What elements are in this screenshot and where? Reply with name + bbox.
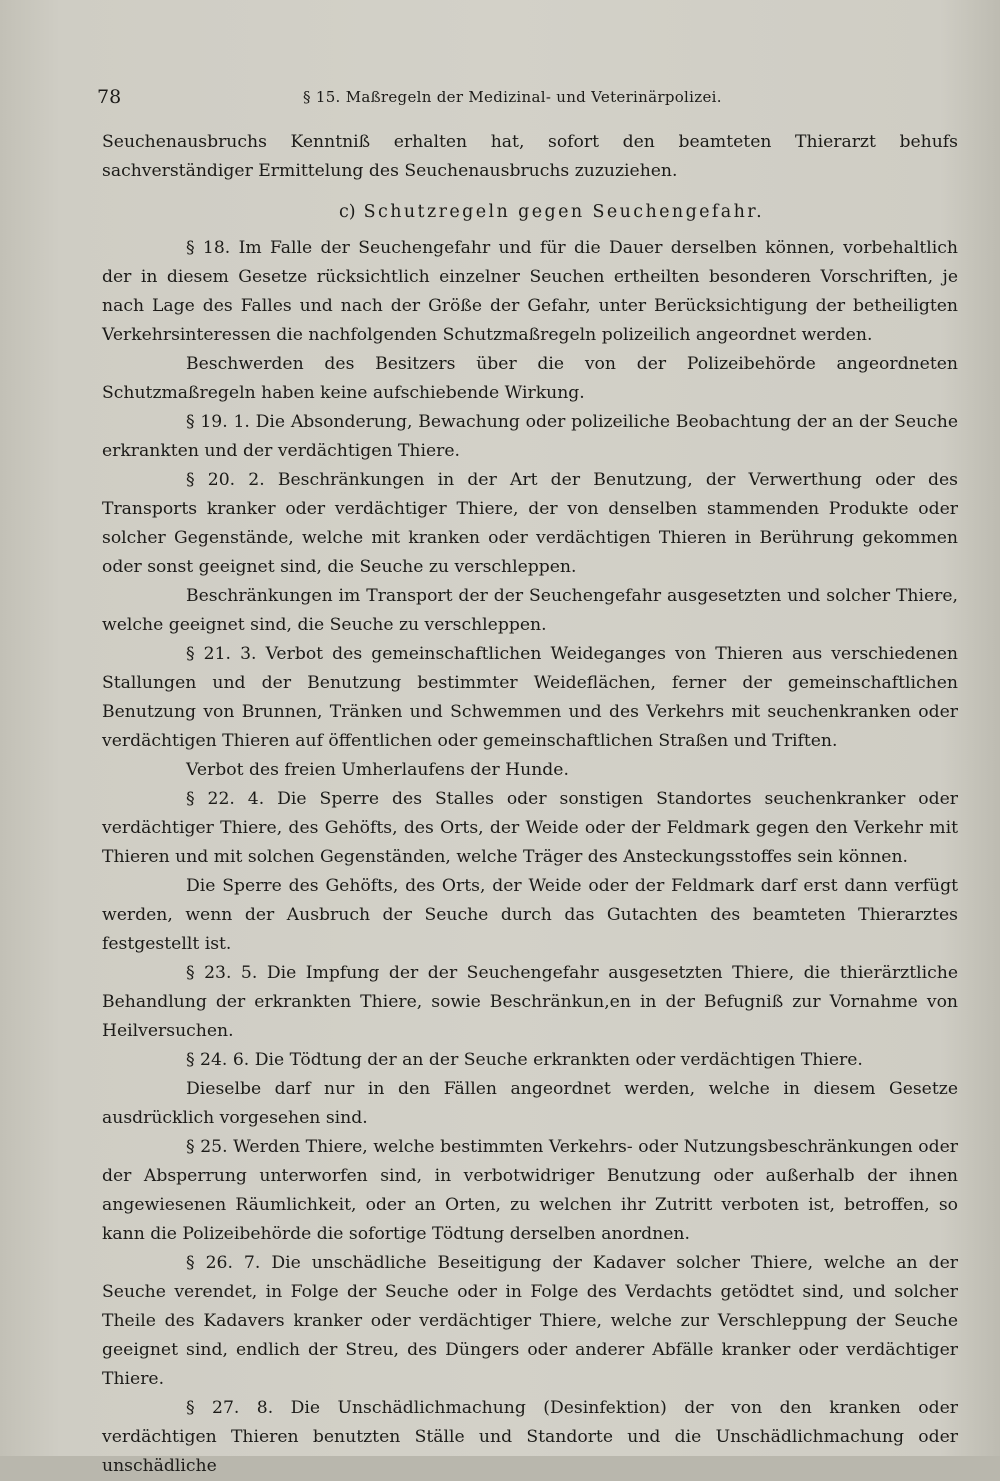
paragraph-section-27: § 27. 8. Die Unschädlichmachung (Desinfektion) der von den kranken oder verdächtigen Thieren benutzten Ställe und Standorte und die Unschädlichmachung oder unschädliche — [102, 1398, 958, 1476]
paragraph-section-19: § 19. 1. Die Absonderung, Bewachung oder polizeiliche Beobachtung der an der Seuche erkrankten und der verdächtigen Thiere. — [102, 412, 958, 461]
page-header — [97, 86, 947, 112]
paragraph-section-18: § 18. Im Falle der Seuchengefahr und für die Dauer derselben können, vorbehaltlich der in diesem Gesetze rücksichtlich einzelner Seuchen ertheilten besonderen Vorschriften, je nach Lage des Falles und nach der Größe der Gefahr, unter Berücksichtigung der betheiligten Verkehrsinteressen die nachfolgenden Schutzmaßregeln polizeilich angeordnet werden. — [102, 238, 958, 345]
paragraph-section-24-cases: Dieselbe darf nur in den Fällen angeordnet werden, welche in diesem Gesetze ausdrücklich vorgesehen sind. — [102, 1079, 958, 1128]
paragraph-section-25: § 25. Werden Thiere, welche bestimmten Verkehrs- oder Nutzungsbeschränkungen oder der Absperrung unterworfen sind, in verbotwidriger Benutzung oder außerhalb der ihnen angewiesenen Räumlichkeit, oder an Orten, zu welchen ihr Zutritt verboten ist, betroffen, so kann die Polizeibehörde die sofortige Tödtung derselben anordnen. — [102, 1137, 958, 1244]
section-heading-text: Schutzregeln gegen Seuchengefahr. — [363, 202, 765, 222]
paragraph-section-21: § 21. 3. Verbot des gemeinschaftlichen Weideganges von Thieren aus verschiedenen Stallungen und der Benutzung bestimmter Weideflächen, ferner der gemeinschaftlichen Benutzung von Brunnen, Tränken und Schwemmen und des Verkehrs mit seuchenkranken oder verdächtigen Thieren auf öffentlichen oder gemeinschaftlichen Straßen und Triften. — [102, 644, 958, 751]
paragraph-section-23: § 23. 5. Die Impfung der der Seuchengefahr ausgesetzten Thiere, die thierärztliche Behandlung der erkrankten Thiere, sowie Beschränkun,en in der Befugniß zur Vornahme von Heilversuchen. — [102, 963, 958, 1041]
paragraph-continuation: Seuchenausbruchs Kenntniß erhalten hat, sofort den beamteten Thierarzt behufs sachverständiger Ermittelung des Seuchenausbruchs zuzuziehen. — [102, 132, 958, 181]
paragraph-section-24: § 24. 6. Die Tödtung der an der Seuche erkrankten oder verdächtigen Thiere. — [186, 1050, 863, 1070]
paragraph-section-22: § 22. 4. Die Sperre des Stalles oder sonstigen Standortes seuchenkranker oder verdächtiger Thiere, des Gehöfts, des Orts, der Weide oder der Feldmark gegen den Verkehr mit Thieren und mit solchen Gegenständen, welche Träger des Ansteckungsstoffes sein können. — [102, 789, 958, 867]
paragraph-section-20-transport: Beschränkungen im Transport der der Seuchengefahr ausgesetzten und solcher Thiere, welche geeignet sind, die Seuche zu verschleppen. — [102, 586, 958, 635]
body-text — [102, 128, 958, 1481]
paragraph-section-21-dogs: Verbot des freien Umherlaufens der Hunde. — [186, 760, 569, 780]
paragraph-section-18-complaints: Beschwerden des Besitzers über die von der Polizeibehörde angeordneten Schutzmaßregeln haben keine aufschiebende Wirkung. — [102, 354, 958, 403]
paragraph-section-22-sperre: Die Sperre des Gehöfts, des Orts, der Weide oder der Feldmark darf erst dann verfügt werden, wenn der Ausbruch der Seuche durch das Gutachten des beamteten Thierarztes festgestellt ist. — [102, 876, 958, 954]
running-head: § 15. Maßregeln der Medizinal- und Veterinärpolizei. — [303, 88, 722, 106]
paragraph-section-20: § 20. 2. Beschränkungen in der Art der Benutzung, der Verwerthung oder des Transports kranker oder verdächtiger Thiere, der von denselben stammenden Produkte oder solcher Gegenstände, welche mit kranken oder verdächtigen Thieren in Berührung gekommen oder sonst geeignet sind, die Seuche zu verschleppen. — [102, 470, 958, 577]
section-heading — [102, 196, 958, 228]
page-number: 78 — [97, 86, 122, 108]
paragraph-section-26: § 26. 7. Die unschädliche Beseitigung der Kadaver solcher Thiere, welche an der Seuche verendet, in Folge der Seuche oder in Folge des Verdachts getödtet sind, und solcher Theile des Kadavers kranker oder verdächtiger Thiere, welche zur Verschleppung der Seuche geeignet sind, endlich der Streu, des Düngers oder anderer Abfälle kranker oder verdächtiger Thiere. — [102, 1253, 958, 1389]
section-heading-label: c) — [339, 202, 356, 222]
